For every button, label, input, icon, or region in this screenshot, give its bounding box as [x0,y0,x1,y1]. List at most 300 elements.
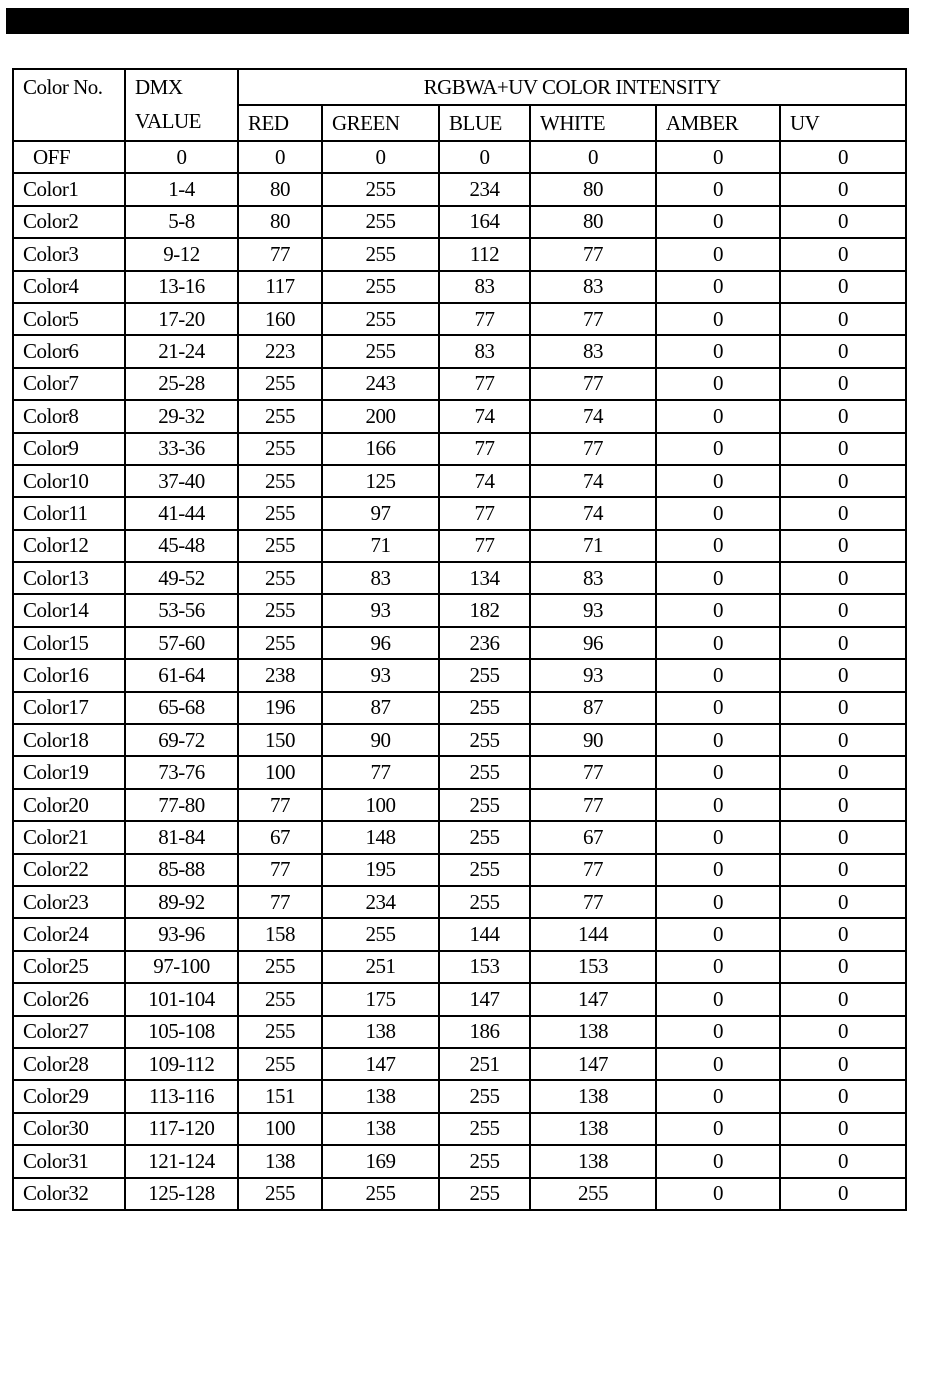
uv-cell: 0 [780,141,906,173]
amber-cell: 0 [656,1016,780,1048]
table-row [13,821,906,853]
blue-cell: 255 [439,789,530,821]
uv-cell: 0 [780,756,906,788]
dmx-range-cell: 101-104 [125,983,238,1015]
uv-cell: 0 [780,692,906,724]
green-cell: 0 [322,141,439,173]
color-name-cell: Color29 [13,1080,125,1112]
blue-cell: 182 [439,594,530,626]
white-cell: 83 [530,562,656,594]
uv-cell: 0 [780,627,906,659]
amber-cell: 0 [656,238,780,270]
uv-cell: 0 [780,400,906,432]
white-cell: 255 [530,1178,656,1210]
red-cell: 255 [238,465,322,497]
color-name-cell: Color26 [13,983,125,1015]
green-cell: 255 [322,206,439,238]
dmx-range-cell: 81-84 [125,821,238,853]
table-row [13,400,906,432]
blue-cell: 255 [439,724,530,756]
white-cell: 77 [530,854,656,886]
uv-cell: 0 [780,303,906,335]
dmx-range-cell: 121-124 [125,1145,238,1177]
amber-cell: 0 [656,368,780,400]
green-cell: 71 [322,530,439,562]
dmx-range-cell: 89-92 [125,886,238,918]
amber-cell: 0 [656,659,780,691]
white-cell: 138 [530,1080,656,1112]
amber-cell: 0 [656,206,780,238]
color-name-cell: Color21 [13,821,125,853]
dmx-range-cell: 61-64 [125,659,238,691]
blue-cell: 153 [439,951,530,983]
table-row [13,335,906,367]
amber-cell: 0 [656,724,780,756]
dmx-range-cell: 93-96 [125,918,238,950]
white-cell: 71 [530,530,656,562]
red-cell: 160 [238,303,322,335]
dmx-range-cell: 13-16 [125,271,238,303]
dmx-range-cell: 53-56 [125,594,238,626]
blue-cell: 164 [439,206,530,238]
dmx-range-cell: 0 [125,141,238,173]
uv-cell: 0 [780,1113,906,1145]
amber-cell: 0 [656,562,780,594]
color-name-cell: Color23 [13,886,125,918]
uv-cell: 0 [780,854,906,886]
red-cell: 77 [238,854,322,886]
amber-cell: 0 [656,1048,780,1080]
white-cell: 67 [530,821,656,853]
header-row-1 [13,69,906,105]
color-name-cell: Color6 [13,335,125,367]
white-cell: 80 [530,206,656,238]
color-name-cell: Color4 [13,271,125,303]
green-cell: 195 [322,854,439,886]
color-name-cell: OFF [13,141,125,173]
amber-cell: 0 [656,1145,780,1177]
uv-cell: 0 [780,271,906,303]
color-name-cell: Color31 [13,1145,125,1177]
blue-cell: 251 [439,1048,530,1080]
color-name-cell: Color1 [13,173,125,205]
color-name-cell: Color10 [13,465,125,497]
channel-header-white: WHITE [530,105,656,141]
uv-cell: 0 [780,918,906,950]
color-name-cell: Color13 [13,562,125,594]
color-name-cell: Color7 [13,368,125,400]
white-cell: 77 [530,756,656,788]
red-cell: 255 [238,368,322,400]
dmx-range-cell: 105-108 [125,1016,238,1048]
table-row [13,173,906,205]
green-cell: 138 [322,1113,439,1145]
uv-cell: 0 [780,562,906,594]
uv-cell: 0 [780,433,906,465]
dmx-range-cell: 97-100 [125,951,238,983]
amber-cell: 0 [656,497,780,529]
channel-header-red: RED [238,105,322,141]
green-cell: 100 [322,789,439,821]
blue-cell: 255 [439,1178,530,1210]
amber-cell: 0 [656,692,780,724]
white-cell: 80 [530,173,656,205]
red-cell: 255 [238,1048,322,1080]
green-cell: 147 [322,1048,439,1080]
uv-cell: 0 [780,1016,906,1048]
blue-cell: 77 [439,433,530,465]
amber-cell: 0 [656,1178,780,1210]
uv-cell: 0 [780,983,906,1015]
green-cell: 234 [322,886,439,918]
amber-cell: 0 [656,1080,780,1112]
dmx-range-cell: 29-32 [125,400,238,432]
white-cell: 77 [530,789,656,821]
blue-cell: 255 [439,1145,530,1177]
dmx-range-cell: 21-24 [125,335,238,367]
white-cell: 138 [530,1016,656,1048]
red-cell: 255 [238,951,322,983]
uv-cell: 0 [780,173,906,205]
channel-header-amber: AMBER [656,105,780,141]
green-cell: 97 [322,497,439,529]
color-name-cell: Color15 [13,627,125,659]
table-row [13,1145,906,1177]
green-cell: 255 [322,335,439,367]
uv-cell: 0 [780,789,906,821]
red-cell: 158 [238,918,322,950]
white-cell: 77 [530,238,656,270]
green-cell: 83 [322,562,439,594]
amber-cell: 0 [656,821,780,853]
dmx-range-cell: 41-44 [125,497,238,529]
amber-cell: 0 [656,886,780,918]
table-row [13,562,906,594]
table-row [13,1178,906,1210]
amber-cell: 0 [656,789,780,821]
blue-cell: 134 [439,562,530,594]
color-name-cell: Color8 [13,400,125,432]
blue-cell: 255 [439,821,530,853]
green-cell: 200 [322,400,439,432]
table-row [13,983,906,1015]
blue-cell: 147 [439,983,530,1015]
color-name-cell: Color25 [13,951,125,983]
dmx-range-cell: 1-4 [125,173,238,205]
uv-cell: 0 [780,951,906,983]
blue-cell: 112 [439,238,530,270]
white-cell: 74 [530,497,656,529]
white-cell: 77 [530,433,656,465]
amber-cell: 0 [656,465,780,497]
uv-cell: 0 [780,206,906,238]
red-cell: 255 [238,433,322,465]
amber-cell: 0 [656,983,780,1015]
green-cell: 251 [322,951,439,983]
table-row [13,1016,906,1048]
table-row [13,530,906,562]
green-cell: 138 [322,1080,439,1112]
amber-cell: 0 [656,335,780,367]
red-cell: 80 [238,206,322,238]
uv-cell: 0 [780,465,906,497]
red-cell: 100 [238,1113,322,1145]
white-cell: 83 [530,271,656,303]
white-cell: 147 [530,1048,656,1080]
green-cell: 166 [322,433,439,465]
table-row [13,594,906,626]
red-cell: 255 [238,594,322,626]
table-row [13,854,906,886]
red-cell: 255 [238,530,322,562]
table-row [13,886,906,918]
green-cell: 175 [322,983,439,1015]
dmx-range-cell: 109-112 [125,1048,238,1080]
green-cell: 90 [322,724,439,756]
table-row [13,918,906,950]
red-cell: 67 [238,821,322,853]
color-name-cell: Color9 [13,433,125,465]
table-row [13,756,906,788]
green-cell: 255 [322,271,439,303]
amber-cell: 0 [656,400,780,432]
red-cell: 138 [238,1145,322,1177]
dmx-range-cell: 85-88 [125,854,238,886]
dmx-range-cell: 5-8 [125,206,238,238]
amber-cell: 0 [656,854,780,886]
color-name-cell: Color11 [13,497,125,529]
color-name-cell: Color32 [13,1178,125,1210]
blue-cell: 74 [439,465,530,497]
red-cell: 80 [238,173,322,205]
color-name-cell: Color27 [13,1016,125,1048]
table-row [13,271,906,303]
color-name-cell: Color22 [13,854,125,886]
color-name-cell: Color12 [13,530,125,562]
white-cell: 93 [530,659,656,691]
green-cell: 125 [322,465,439,497]
red-cell: 117 [238,271,322,303]
green-cell: 93 [322,659,439,691]
white-cell: 153 [530,951,656,983]
white-cell: 87 [530,692,656,724]
dmx-range-cell: 9-12 [125,238,238,270]
table-row [13,724,906,756]
green-cell: 148 [322,821,439,853]
color-name-cell: Color30 [13,1113,125,1145]
color-name-cell: Color24 [13,918,125,950]
white-cell: 77 [530,368,656,400]
red-cell: 255 [238,1178,322,1210]
channel-header-blue: BLUE [439,105,530,141]
color-no-header [13,69,125,141]
green-cell: 255 [322,1178,439,1210]
dmx-range-cell: 65-68 [125,692,238,724]
blue-cell: 83 [439,271,530,303]
red-cell: 223 [238,335,322,367]
dmx-range-cell: 17-20 [125,303,238,335]
blue-cell: 255 [439,756,530,788]
amber-cell: 0 [656,530,780,562]
uv-cell: 0 [780,1145,906,1177]
amber-cell: 0 [656,756,780,788]
amber-cell: 0 [656,141,780,173]
red-cell: 100 [238,756,322,788]
green-cell: 138 [322,1016,439,1048]
blue-cell: 255 [439,692,530,724]
table-row [13,433,906,465]
red-cell: 77 [238,886,322,918]
amber-cell: 0 [656,627,780,659]
white-cell: 77 [530,886,656,918]
blue-cell: 77 [439,368,530,400]
group-header: RGBWA+UV COLOR INTENSITY [238,69,906,105]
red-cell: 255 [238,1016,322,1048]
table-row [13,238,906,270]
table-row [13,465,906,497]
red-cell: 238 [238,659,322,691]
white-cell: 138 [530,1113,656,1145]
color-name-cell: Color2 [13,206,125,238]
dmx-range-cell: 73-76 [125,756,238,788]
table-row [13,1113,906,1145]
red-cell: 255 [238,562,322,594]
amber-cell: 0 [656,271,780,303]
dmx-range-cell: 77-80 [125,789,238,821]
white-cell: 74 [530,400,656,432]
white-cell: 138 [530,1145,656,1177]
uv-cell: 0 [780,821,906,853]
table-row [13,659,906,691]
table-row [13,1048,906,1080]
white-cell: 96 [530,627,656,659]
green-cell: 255 [322,173,439,205]
blue-cell: 236 [439,627,530,659]
dmx-range-cell: 25-28 [125,368,238,400]
dmx-range-cell: 69-72 [125,724,238,756]
white-cell: 144 [530,918,656,950]
table-row [13,951,906,983]
blue-cell: 77 [439,530,530,562]
uv-cell: 0 [780,238,906,270]
amber-cell: 0 [656,918,780,950]
blue-cell: 77 [439,303,530,335]
dmx-label: DMX [135,75,183,99]
uv-cell: 0 [780,368,906,400]
dmx-range-cell: 49-52 [125,562,238,594]
dmx-range-cell: 45-48 [125,530,238,562]
blue-cell: 255 [439,1113,530,1145]
green-cell: 87 [322,692,439,724]
blue-cell: 255 [439,659,530,691]
uv-cell: 0 [780,530,906,562]
dmx-range-cell: 57-60 [125,627,238,659]
amber-cell: 0 [656,433,780,465]
table-row [13,303,906,335]
green-cell: 255 [322,303,439,335]
uv-cell: 0 [780,724,906,756]
green-cell: 255 [322,918,439,950]
color-name-cell: Color14 [13,594,125,626]
red-cell: 77 [238,789,322,821]
uv-cell: 0 [780,1048,906,1080]
white-cell: 90 [530,724,656,756]
dmx-range-cell: 33-36 [125,433,238,465]
color-name-cell: Color3 [13,238,125,270]
white-cell: 83 [530,335,656,367]
table-row [13,789,906,821]
uv-cell: 0 [780,1178,906,1210]
channel-header-uv: UV [780,105,906,141]
table-row [13,1080,906,1112]
amber-cell: 0 [656,594,780,626]
header-bar [6,8,909,34]
blue-cell: 186 [439,1016,530,1048]
amber-cell: 0 [656,951,780,983]
table-row [13,497,906,529]
dmx-value-header [125,69,238,141]
uv-cell: 0 [780,497,906,529]
blue-cell: 77 [439,497,530,529]
red-cell: 255 [238,983,322,1015]
uv-cell: 0 [780,594,906,626]
white-cell: 147 [530,983,656,1015]
blue-cell: 74 [439,400,530,432]
blue-cell: 255 [439,854,530,886]
color-name-cell: Color17 [13,692,125,724]
amber-cell: 0 [656,173,780,205]
uv-cell: 0 [780,659,906,691]
green-cell: 169 [322,1145,439,1177]
red-cell: 255 [238,497,322,529]
blue-cell: 0 [439,141,530,173]
amber-cell: 0 [656,303,780,335]
dmx-range-cell: 125-128 [125,1178,238,1210]
green-cell: 255 [322,238,439,270]
white-cell: 0 [530,141,656,173]
color-name-cell: Color18 [13,724,125,756]
green-cell: 96 [322,627,439,659]
table-row [13,692,906,724]
uv-cell: 0 [780,1080,906,1112]
blue-cell: 255 [439,1080,530,1112]
dmx-range-cell: 113-116 [125,1080,238,1112]
blue-cell: 234 [439,173,530,205]
color-name-cell: Color28 [13,1048,125,1080]
blue-cell: 255 [439,886,530,918]
green-cell: 243 [322,368,439,400]
blue-cell: 144 [439,918,530,950]
color-name-cell: Color19 [13,756,125,788]
white-cell: 74 [530,465,656,497]
table-row [13,141,906,173]
color-no-label: Color No. [23,75,103,99]
red-cell: 255 [238,400,322,432]
table-row [13,368,906,400]
color-name-cell: Color5 [13,303,125,335]
color-name-cell: Color20 [13,789,125,821]
red-cell: 151 [238,1080,322,1112]
white-cell: 93 [530,594,656,626]
amber-cell: 0 [656,1113,780,1145]
table-row [13,206,906,238]
table-row [13,627,906,659]
blue-cell: 83 [439,335,530,367]
red-cell: 255 [238,627,322,659]
uv-cell: 0 [780,886,906,918]
red-cell: 196 [238,692,322,724]
white-cell: 77 [530,303,656,335]
